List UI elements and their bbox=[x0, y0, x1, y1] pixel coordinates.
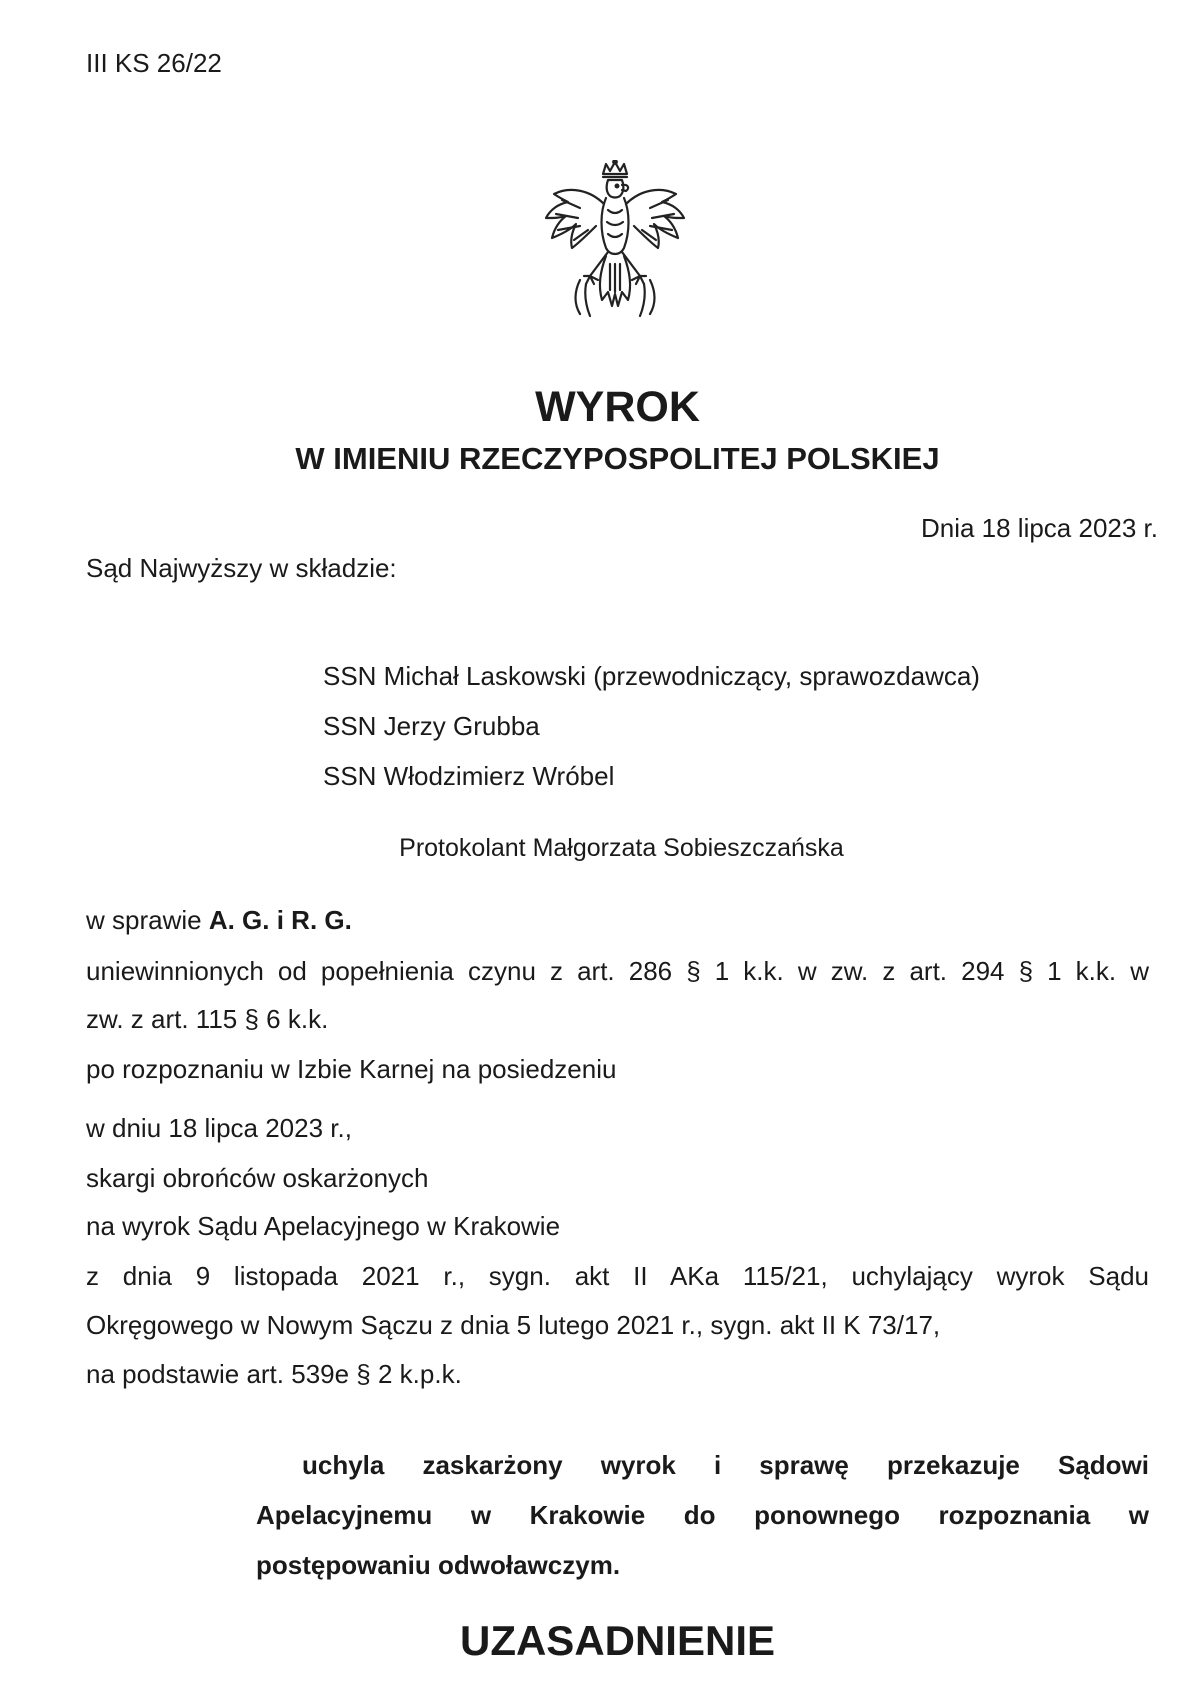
hearing-date: w dniu 18 lipca 2023 r., bbox=[86, 1113, 352, 1143]
judgment-ref-line-2: Okręgowego w Nowym Sączu z dnia 5 lutego 2021 r., sygn. akt II K 73/17, bbox=[86, 1310, 941, 1340]
charge-line-2: zw. z art. 115 § 6 k.k. bbox=[86, 1004, 329, 1034]
verdict-line-3: postępowaniu odwoławczym. bbox=[256, 1550, 621, 1580]
reasons-heading: UZASADNIENIE bbox=[459, 1617, 776, 1664]
judgment-ref-line-1: z dnia 9 listopada 2021 r., sygn. akt II AKa 115/21, uchylający wyrok Sądu bbox=[86, 1261, 1149, 1291]
case-line bbox=[86, 904, 352, 936]
legal-basis-line: na podstawie art. 539e § 2 k.p.k. bbox=[86, 1359, 462, 1389]
judge-3: SSN Włodzimierz Wróbel bbox=[323, 761, 615, 791]
hearing-line: po rozpoznaniu w Izbie Karnej na posiedzeniu bbox=[86, 1054, 617, 1084]
court-clerk: Protokolant Małgorzata Sobieszczańska bbox=[399, 834, 844, 862]
case-prefix: w sprawie bbox=[86, 905, 209, 935]
document-title: WYROK bbox=[535, 383, 700, 431]
verdict-line-1: uchyla zaskarżony wyrok i sprawę przekazuje Sądowi bbox=[302, 1450, 1149, 1480]
case-parties: A. G. i R. G. bbox=[208, 905, 352, 935]
verdict-operative-part bbox=[256, 1440, 1149, 1590]
court-composition-label: Sąd Najwyższy w składzie: bbox=[86, 553, 397, 583]
judge-presiding: SSN Michał Laskowski (przewodniczący, sprawozdawca) bbox=[323, 661, 980, 691]
document-subtitle: W IMIENIU RZECZYPOSPOLITEJ POLSKIEJ bbox=[295, 441, 940, 476]
judgment-date: Dnia 18 lipca 2023 r. bbox=[920, 513, 1158, 543]
polish-eagle-emblem-icon bbox=[540, 160, 690, 320]
appeal-target-line: na wyrok Sądu Apelacyjnego w Krakowie bbox=[86, 1211, 561, 1241]
charge-line-1: uniewinnionych od popełnienia czynu z art. 286 § 1 k.k. w zw. z art. 294 § 1 k.k. w bbox=[86, 956, 1149, 986]
judge-2: SSN Jerzy Grubba bbox=[323, 711, 540, 741]
verdict-line-2: Apelacyjnemu w Krakowie do ponownego rozpoznania w bbox=[256, 1500, 1149, 1530]
case-signature: III KS 26/22 bbox=[86, 48, 222, 78]
complaint-line: skargi obrońców oskarżonych bbox=[86, 1163, 429, 1193]
